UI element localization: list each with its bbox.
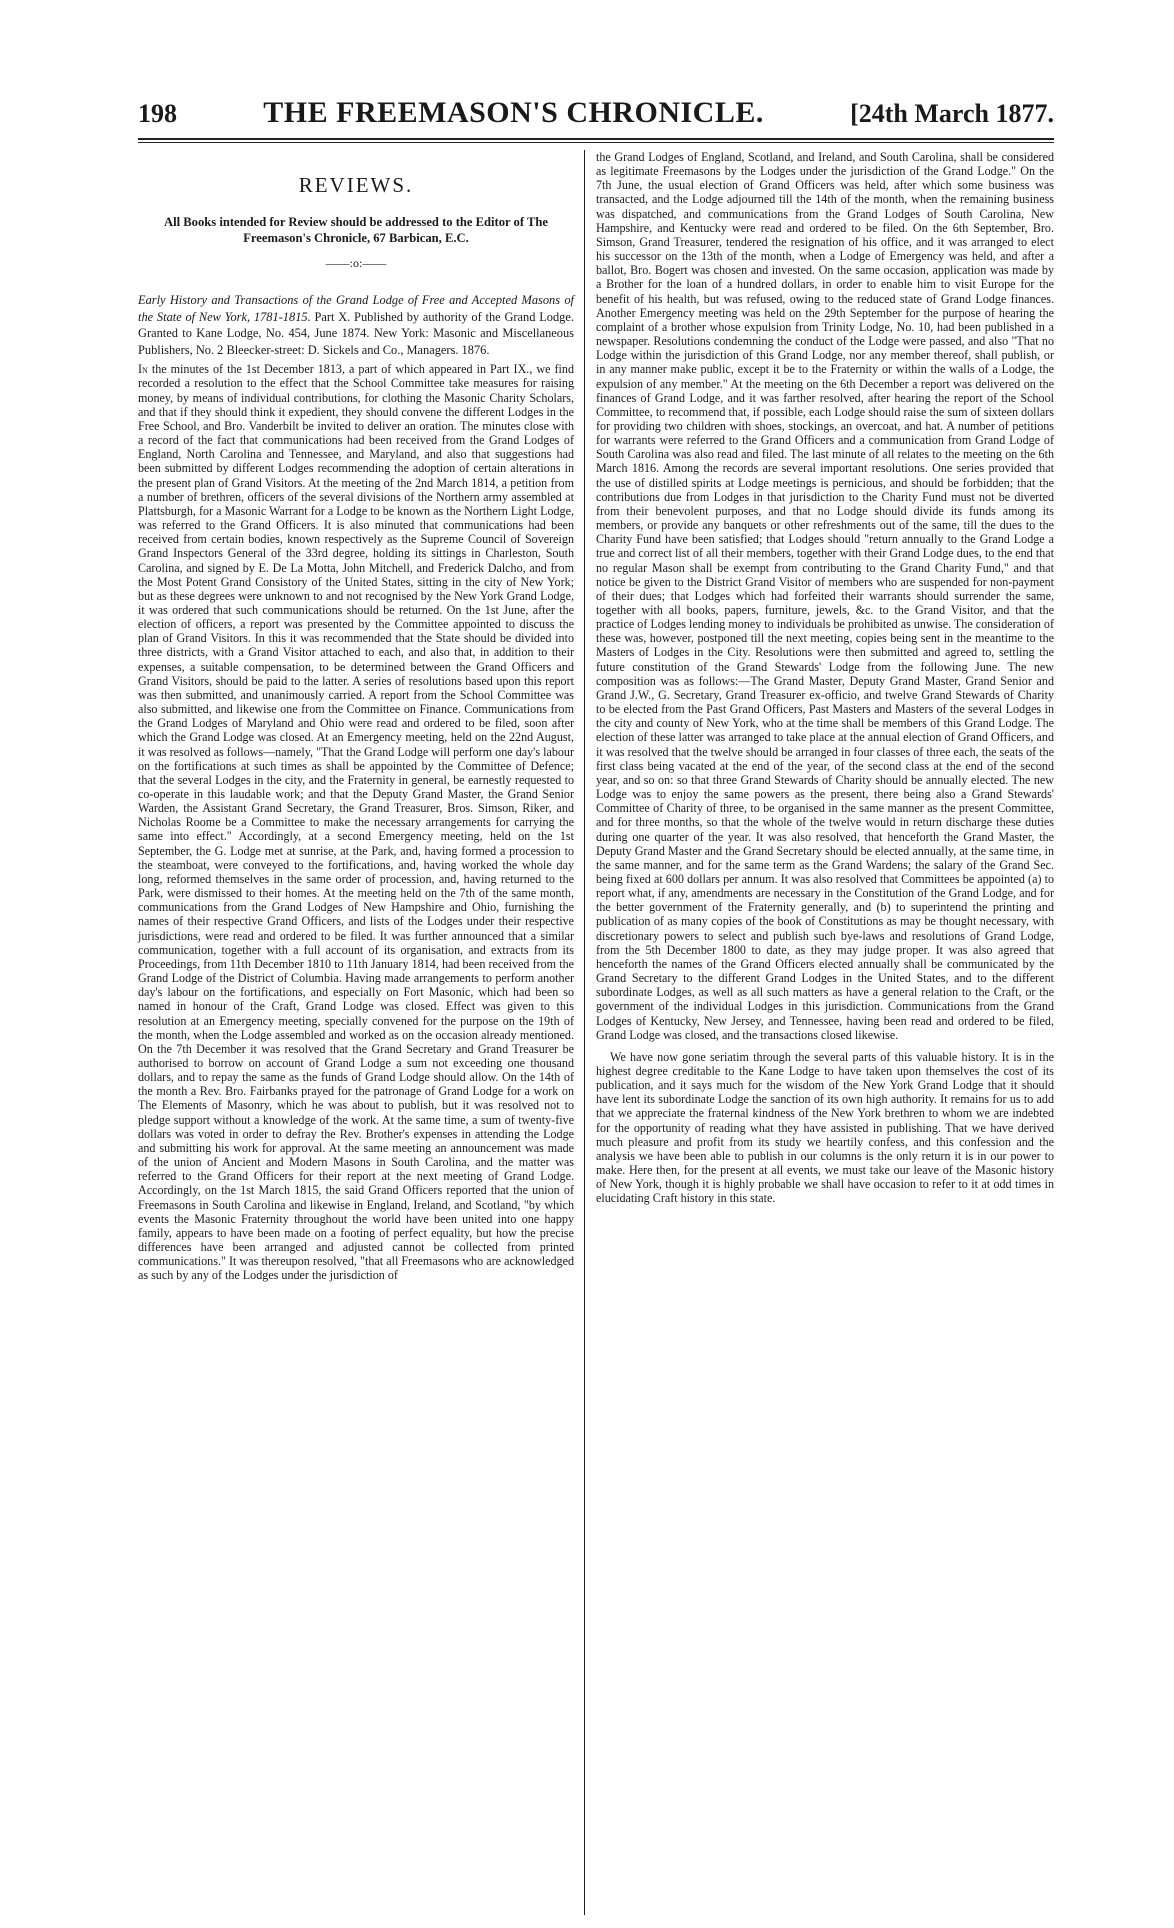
issue-date: [24th March 1877. (850, 99, 1054, 128)
paragraph-text: the minutes of the 1st December 1813, a part of which appeared in Part IX., we find recorded a resolution to the effect that the School Committee take measures for raising money, by means of individual contributions, for clothing the Masonic Charity Scholars, and that if they should think it expedient, they should convene the different Lodges in the Free School, and Bro. Vanderbilt be invited to deliver an oration. The minutes close with a record of the fact that communications had been received from the Grand Lodges of England, North Carolina and Tennessee, and Maryland, and also that suggestions had been submitted by different Lodges recommending the adoption of certain alterations in the present plan of Grand Visitors. At the meeting of the 2nd March 1814, a petition from a number of brethren, officers of the several divisions of the Northern army assembled at Plattsburgh, for a Masonic Warrant for a Lodge to be known as the Northern Light Lodge, was referred to the Grand Officers. It is also minuted that communications had been received from certain bodies, known respectively as the Supreme Council of Sovereign Grand Inspectors General of the 33rd degree, holding its sittings in Charleston, South Carolina, and signed by E. De La Motta, John Mitchell, and Frederick Dalcho, and from the Most Potent Grand Consistory of the United States, sitting in the city of New York; but as these degrees were unknown to and not recognised by the New York Grand Lodge, it was ordered that such communications should be returned. On the 1st June, after the election of officers, a report was presented by the Committee appointed to discuss the plan of Grand Visitors. In this it was recommended that the State should be divided into three districts, with a Grand Visitor attached to each, and also that, in addition to their expenses, a suitable compensation, to be determined between the Grand Officers and Grand Visitors, should be paid to the latter. A series of resolutions based upon this report was then submitted, and unanimously carried. A report from the School Committee was also submitted, and likewise one from the Committee on Finance. Communications from the Grand Lodges of Maryland and Ohio were read and ordered to be filed, soon after which the Grand Lodge was closed. At an Emergency meeting, held on the 22nd August, it was resolved as follows—namely, "That the Grand Lodge will perform one day's labour on the fortifications at such times as shall be appointed by the Committee of Defence; that the several Lodges in the city, and the Fraternity in general, be earnestly requested to co-operate in this laudable work; and that the Deputy Grand Master, the Grand Senior Warden, the Assistant Grand Secretary, the Grand Treasurer, Bros. Simson, Riker, and Nicholas Roome be a Committee to make the necessary arrangements for carrying the same into effect." Accordingly, at a second Emergency meeting, held on the 1st September, the G. Lodge met at sunrise, at the Park, and, having formed a procession to the steamboat, were conveyed to the fortifications, and, having worked the whole day long, reformed themselves in the same order of procession, and, having returned to the Park, were dismissed to their homes. At the meeting held on the 7th of the same month, communications from the Grand Lodges of New Hampshire and Ohio, furnishing the names of their respective Grand Officers, and lists of the Lodges under their respective jurisdictions, were read and ordered to be filed. It was further announced that a similar communication, together with a full account of its organisation, and extracts from its Proceedings, from 11th December 1810 to 11th January 1814, had been received from the Grand Lodge of the District of Columbia. Having made arrangements to perform another day's labour on the fortifications, and especially on Fort Masonic, which had been so named in honour of the Craft, Grand Lodge was closed. Effect was given to this resolution at an Emergency meeting, specially convened for the purpose on the 19th of the month, when the Lodge assembled and worked as on the occasion already mentioned. On the 7th December it was resolved that the Grand Secretary and Grand Treasurer be authorised to borrow on account of Grand Lodge a sum not exceeding one thousand dollars, and to repay the same as the funds of Grand Lodge should allow. On the 14th of the month a Rev. Bro. Fairbanks prayed for the patronage of Grand Lodge for a work on The Elements of Masonry, which he was about to publish, but it was resolved not to pledge support without a knowledge of the work. At the same time, a sum of twenty-five dollars was voted in order to defray the Rev. Brother's expenses in attending the Lodge and submitting his work for approval. At the same meeting an announcement was made of the union of Ancient and Modern Masons in South Carolina, and the matter was referred to the Grand Officers for their report at the next meeting of Grand Lodge. Accordingly, on the 1st March 1815, the said Grand Officers reported that the union of Freemasons in South Carolina and likewise in England, Ireland, and Scotland, "by which events the Masonic Fraternity throughout the world have been united into one happy family, appears to have been made on a footing of perfect equality, but how the precise differences have been arranged and adjusted cannot be collected from printed communications." It was thereupon resolved, "that all Freemasons who are acknowledged as such by any of the Lodges under the jurisdiction of (138, 362, 574, 1283)
column-divider (584, 150, 585, 1915)
paragraph-opening: In (138, 362, 148, 377)
article-paragraph-continued: the Grand Lodges of England, Scotland, and Ireland, and South Carolina, shall be considered as legitimate Freemasons by the Lodges under the jurisdiction of the Grand Lodge." On the 7th June, the usual election of Grand Officers was held, after which some business was transacted, and the Lodge adjourned till the 14th of the month, when the remaining business was dispatched, and communications from the Grand Lodges of South Carolina, New Hampshire, and Kentucky were read and ordered to be filed. On the 6th September, Bro. Simson, Grand Treasurer, tendered the resignation of his office, and it was arranged to elect his successor on the 13th of the month, when a Lodge of Emergency was held, and after a ballot, Bro. Bogert was chosen and invested. On the same occasion, application was made by a Brother for the loan of a hundred dollars, in order to enable him to visit Europe for the benefit of his health, but was refused, owing to the reduced state of Grand Lodge finances. Another Emergency meeting was held on the 29th September for the purpose of hearing the complaint of a brother whose expulsion from Trinity Lodge, No. 10, had been published in a newspaper. Resolutions condemning the conduct of the Lodge were passed, and also "That no Lodge within the jurisdiction of this Grand Lodge, nor any member thereof, shall publish, or in any manner make public, except it be to the Fraternity or within the walls of a Lodge, the expulsion of any member." At the meeting on the 6th December a report was delivered on the finances of Grand Lodge, and it was farther resolved, after hearing the report of the School Committee, to recommend that, if possible, each Lodge should raise the sum of sixteen dollars for providing two children with shoes, stockings, an overcoat, and hat. A number of petitions for warrants were referred to the Grand Officers and a communication from Grand Lodge of South Carolina was also read and filed. The last minute of all relates to the meeting on the 6th March 1816. Among the records are several important resolutions. One series provided that the use of distilled spirits at Lodge meetings is pernicious, and should be forbidden; that the contributions due from Lodges in that jurisdiction to the Charity Fund must not be diverted from their benevolent purposes, and that no Lodge should divide its funds among its members, or provide any banquets or other refreshments out of the same, till the dues to the Charity Fund have been satisfied; that Lodges should "return annually to the Grand Lodge a true and correct list of all their members, together with their Grand Lodge dues, to the end that no regular Mason shall be exempt from contributing to the Grand Charity Fund," and that notice be given to the District Grand Visitor of members who are suspended for non-payment of their dues; that Lodges which had forfeited their warrants should surrender the same, together with all books, papers, furniture, jewels, &c. to the Grand Visitor, and that the practice of Lodges lending money to individuals be prohibited as unwise. The consideration of these was, however, postponed till the next meeting, copies being sent in the meantime to the Masters of Lodges in the City. Resolutions were then submitted and agreed to, settling the future constitution of the Grand Stewards' Lodge from the following June. The new composition was as follows:—The Grand Master, Deputy Grand Master, Grand Senior and Grand J.W., G. Secretary, Grand Treasurer ex-officio, and twelve Grand Stewards of Charity to be elected from the Past Grand Officers, Past Masters and Masters of the several Lodges in the city and county of New York, who at the time shall be members of this Grand Lodge. The election of these latter was arranged to take place at the annual election of Grand Officers, and it was resolved that the twelve should be arranged in four classes of three each, the seats of the first class being vacated at the end of the year, of the second class at the end of the second year, and so on: so that three Grand Stewards of Charity should be annually elected. The new Lodge was to enjoy the same powers as the present, there being also a Grand Stewards' Committee of Charity of three, to be organised in the same manner as the present Committee, and for three months, so that the whole of the twelve would in return discharge these duties during one quarter of the year. It was also resolved, that henceforth the Grand Master, the Deputy Grand Master and the Grand Secretary should be elected annually, at the same time, in the same manner, and for the same term as the Grand Wardens; the salary of the Grand Sec. being fixed at 600 dollars per annum. It was also resolved that Committees be appointed (a) to report what, if any, amendments are necessary in the Constitution of the Grand Lodge, and for the better government of the Fraternity generally, and (b) to superintend the printing and publication of as many copies of the book of Constitutions as may be thought necessary, with discretionary powers to select and publish such bye-laws and resolutions of Grand Lodge, from the 5th December 1800 to date, as they may judge proper. It was also agreed that henceforth the names of the Grand Officers elected annually shall be communicated by the Grand Secretary to the different Grand Lodges in the United States, and to the different subordinate Lodges, as well as all such matters as have a general relation to the Craft, or the government of the individual Lodges in this jurisdiction. Communications from the Grand Lodges of Kentucky, New Jersey, and Tennessee, having been read and ordered to be filed, Grand Lodge was closed, and the transactions closed likewise. (596, 150, 1054, 1042)
left-column (138, 148, 574, 1282)
section-heading: REVIEWS. (298, 173, 414, 197)
page-number: 198 (138, 99, 177, 128)
closing-paragraph: We have now gone seriatim through the several parts of this valuable history. It is in the highest degree creditable to the Kane Lodge to have taken upon themselves the cost of its publication, and it says much for the wisdom of the New York Grand Lodge that it should have lent its subordinate Lodge the sanction of its own high authority. It remains for us to add that we appreciate the fraternal kindness of the New York brethren to whom we are indebted for the opportunity of reading what they have assisted in publishing. That we have derived much pleasure and profit from its study we heartily confess, and this confession and the analysis we have been able to publish in our columns is the only return it is in our power to make. Here then, for the present at all events, we must take our leave of the Masonic history of New York, though it is highly probable we shall have occasion to refer to it at odd times in elucidating Craft history in this state. (596, 1049, 1054, 1206)
right-column (596, 150, 1054, 1206)
book-reference (138, 292, 574, 358)
ornament-divider: ——:o:—— (325, 256, 387, 271)
masthead-title: THE FREEMASON'S CHRONICLE. (263, 96, 764, 129)
page-header (138, 96, 1054, 136)
header-rule (138, 138, 1054, 140)
book-title: Early History and Transactions of the Grand Lodge of Free and Accepted Masons of the State of New York, 1781-1815. (138, 293, 574, 324)
article-paragraph (138, 362, 574, 1282)
book-details: Part X. Published by authority of the Grand Lodge. Granted to Kane Lodge, No. 454, June 1874. New York: Masonic and Miscellaneous Publishers, No. 2 Bleecker-street: D. Sickels and Co., Managers. 1876. (138, 309, 574, 357)
review-notice: All Books intended for Review should be addressed to the Editor of The Freemason's Chronicle, 67 Barbican, E.C. (164, 215, 548, 246)
header-rule-thin (138, 142, 1054, 143)
